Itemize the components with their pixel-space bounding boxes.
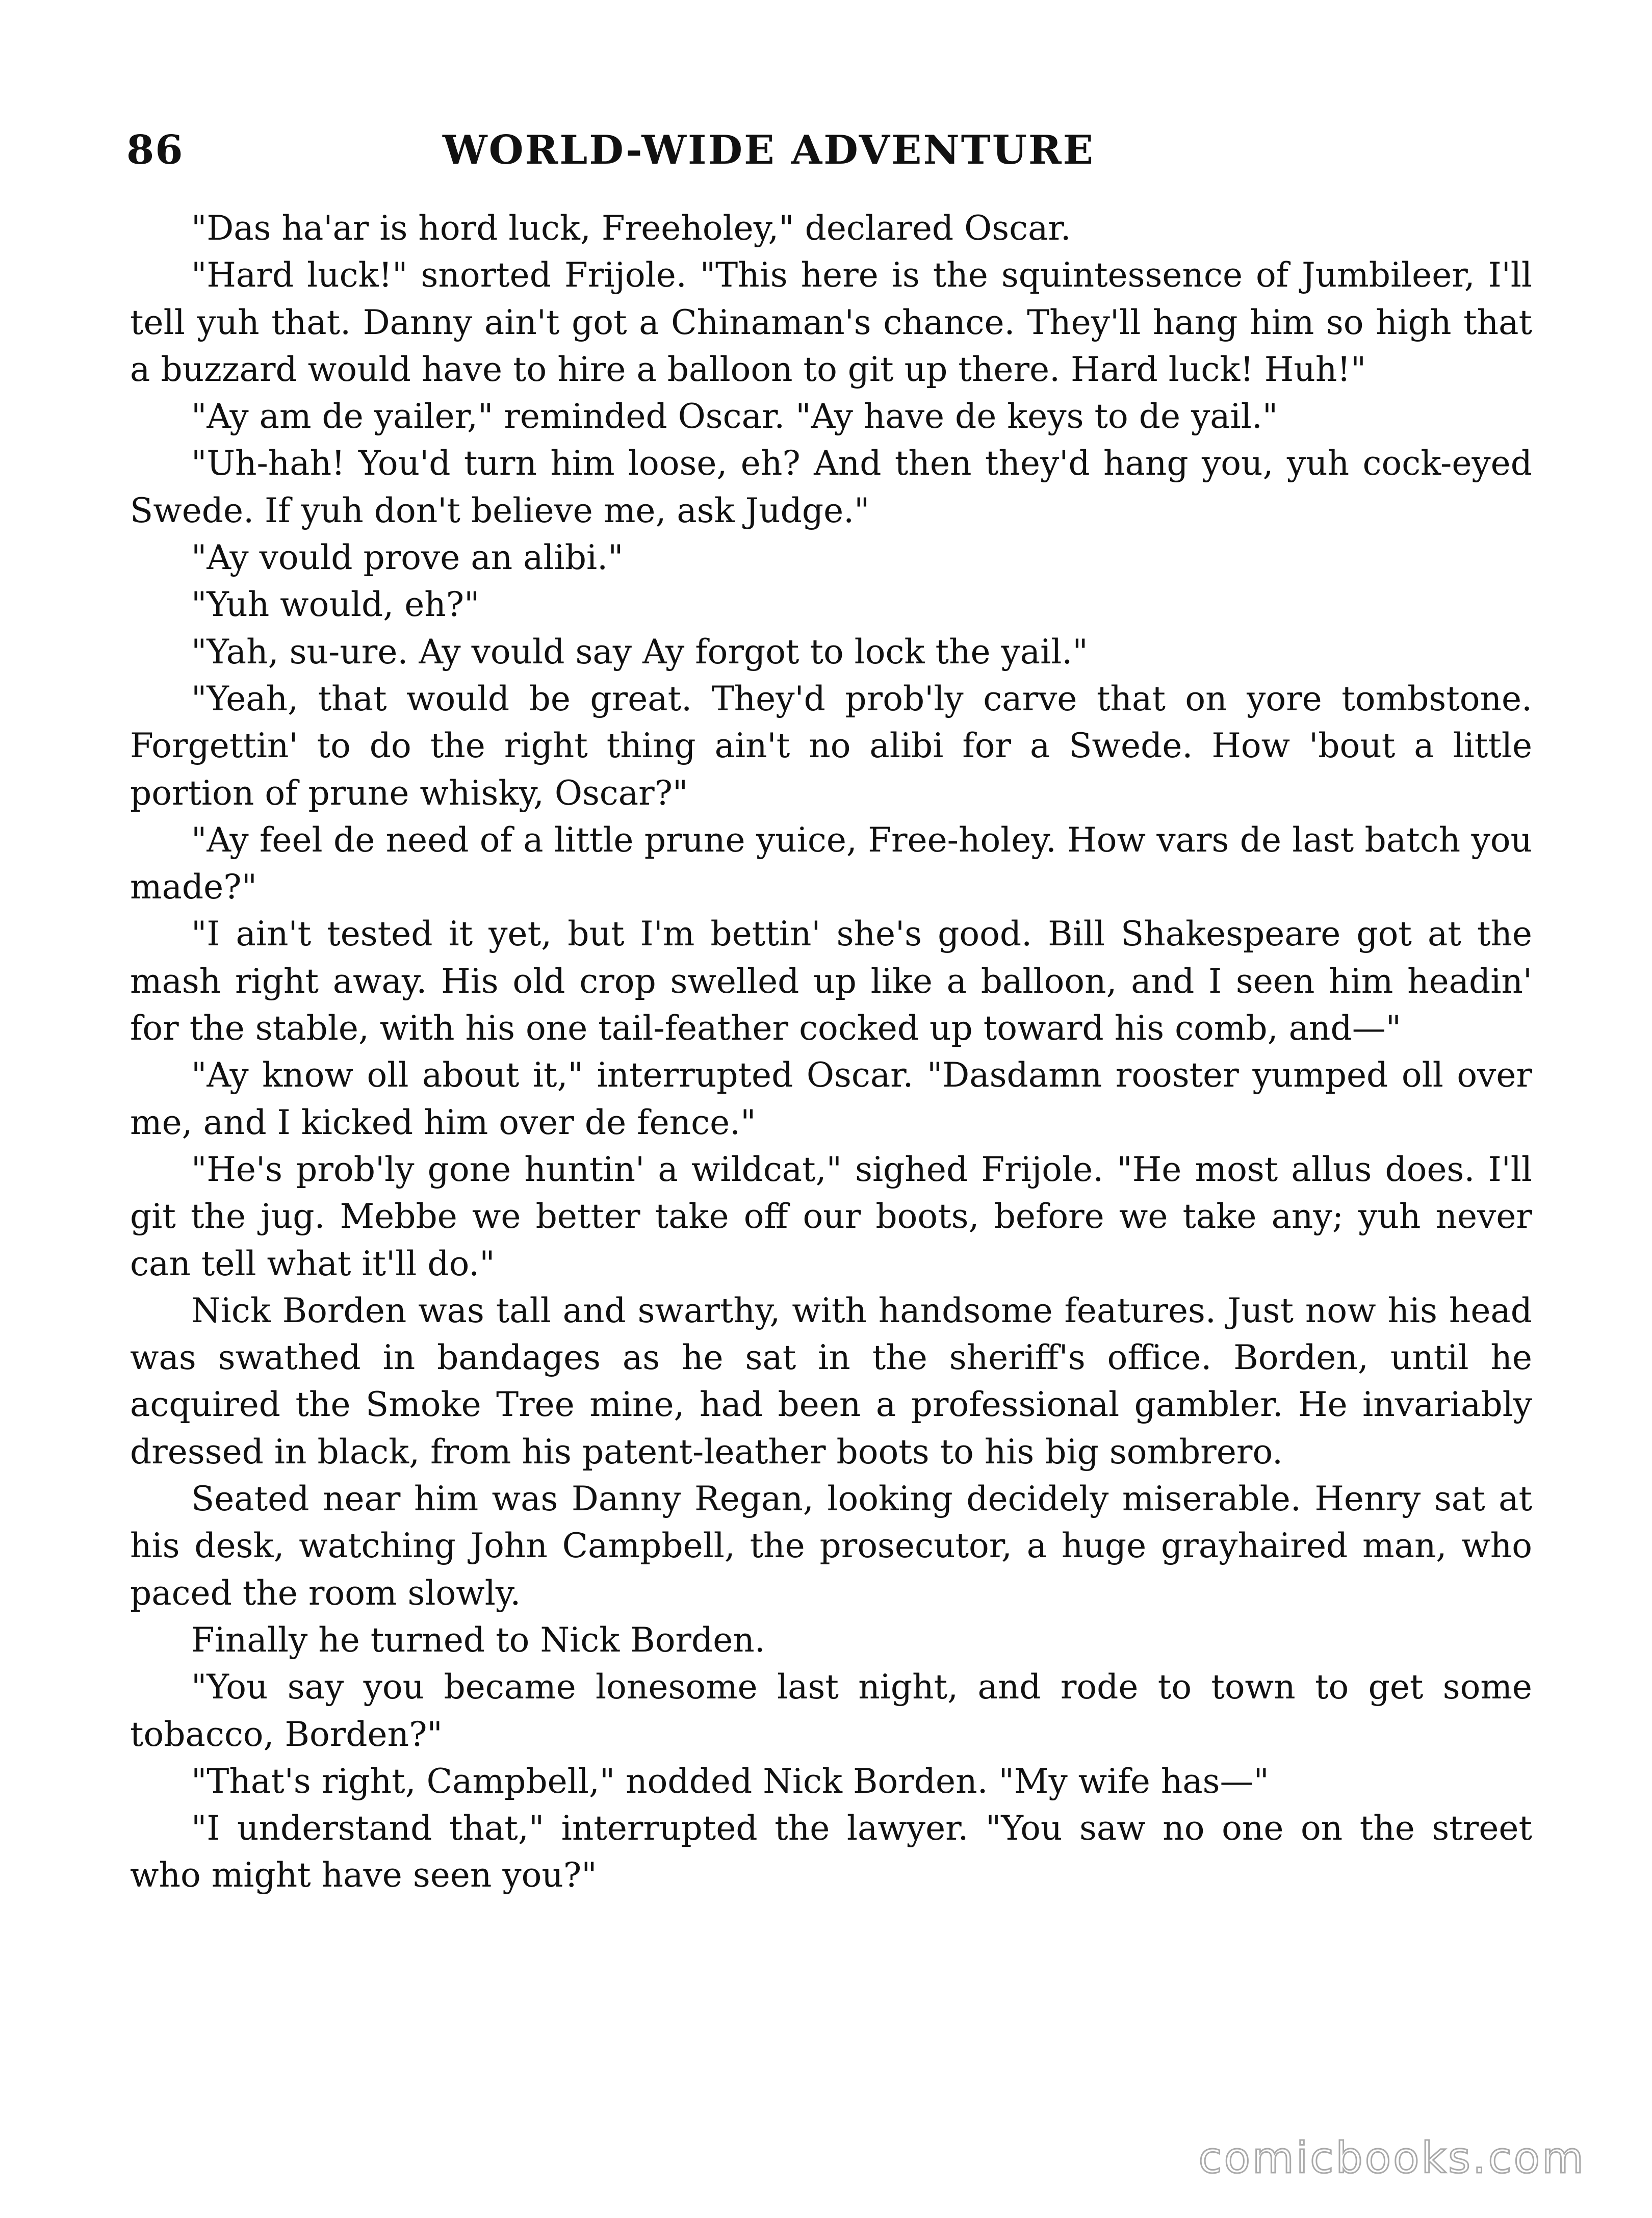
paragraph: "He's prob'ly gone huntin' a wildcat," sighed Frijole. "He most allus does. I'll git the jug. Mebbe we better take off our boots, before we take any; yuh never can tell what it'll do." [130, 1149, 1532, 1283]
paragraph: "Ay vould prove an alibi." [191, 538, 624, 578]
paragraph: "I understand that," interrupted the lawyer. "You saw no one on the street who might have seen you?" [130, 1809, 1532, 1895]
body-text [130, 205, 1532, 1899]
paragraph: "Yeah, that would be great. They'd prob'ly carve that on yore tombstone. Forgettin' to do the right thing ain't no alibi for a Swede. How 'bout a little portion of prune whisky, Oscar?" [130, 679, 1532, 813]
paragraph: "Ay feel de need of a little prune yuice, Free-holey. How vars de last batch you made?" [130, 820, 1532, 907]
paragraph: "Yuh would, eh?" [191, 585, 480, 625]
running-title: WORLD-WIDE ADVENTURE [443, 127, 1095, 173]
paragraph: "I ain't tested it yet, but I'm bettin' she's good. Bill Shakespeare got at the mash right away. His old crop swelled up like a balloon, and I seen him headin' for the stable, with his one tail-feather cocked up toward his comb, and—" [130, 914, 1532, 1048]
paragraph: "Das ha'ar is hord luck, Freeholey," declared Oscar. [191, 209, 1071, 248]
page-number: 86 [126, 127, 184, 173]
paragraph: Nick Borden was tall and swarthy, with handsome features. Just now his head was swathed in bandages as he sat in the sheriff's office. Borden, until he acquired the Smoke Tree mine, had been a professional gambler. He invariably dressed in black, from his patent-leather boots to his big sombrero. [130, 1291, 1532, 1472]
paragraph: "That's right, Campbell," nodded Nick Borden. "My wife has—" [191, 1761, 1269, 1801]
paragraph: Seated near him was Danny Regan, looking decidely miserable. Henry sat at his desk, watching John Campbell, the prosecutor, a huge grayhaired man, who paced the room slowly. [130, 1479, 1532, 1613]
paragraph: "Hard luck!" snorted Frijole. "This here is the squintessence of Jumbileer, I'll tell yuh that. Danny ain't got a Chinaman's chance. They'll hang him so high that a buzzard would have to hire a balloon to git up there. Hard luck! Huh!" [130, 255, 1532, 389]
paragraph: "Yah, su-ure. Ay vould say Ay forgot to lock the yail." [191, 632, 1088, 672]
watermark: comicbooks.com [1198, 2133, 1586, 2183]
paragraph: "Uh-hah! You'd turn him loose, eh? And then they'd hang you, yuh cock-eyed Swede. If yuh don't believe me, ask Judge." [130, 444, 1532, 530]
paragraph: "Ay am de yailer," reminded Oscar. "Ay have de keys to de yail." [191, 397, 1278, 436]
running-head [126, 122, 1531, 178]
paragraph: "Ay know oll about it," interrupted Oscar. "Dasdamn rooster yumped oll over me, and I kicked him over de fence." [130, 1055, 1532, 1142]
paragraph: Finally he turned to Nick Borden. [191, 1620, 765, 1660]
paragraph: "You say you became lonesome last night, and rode to town to get some tobacco, Borden?" [130, 1667, 1532, 1754]
